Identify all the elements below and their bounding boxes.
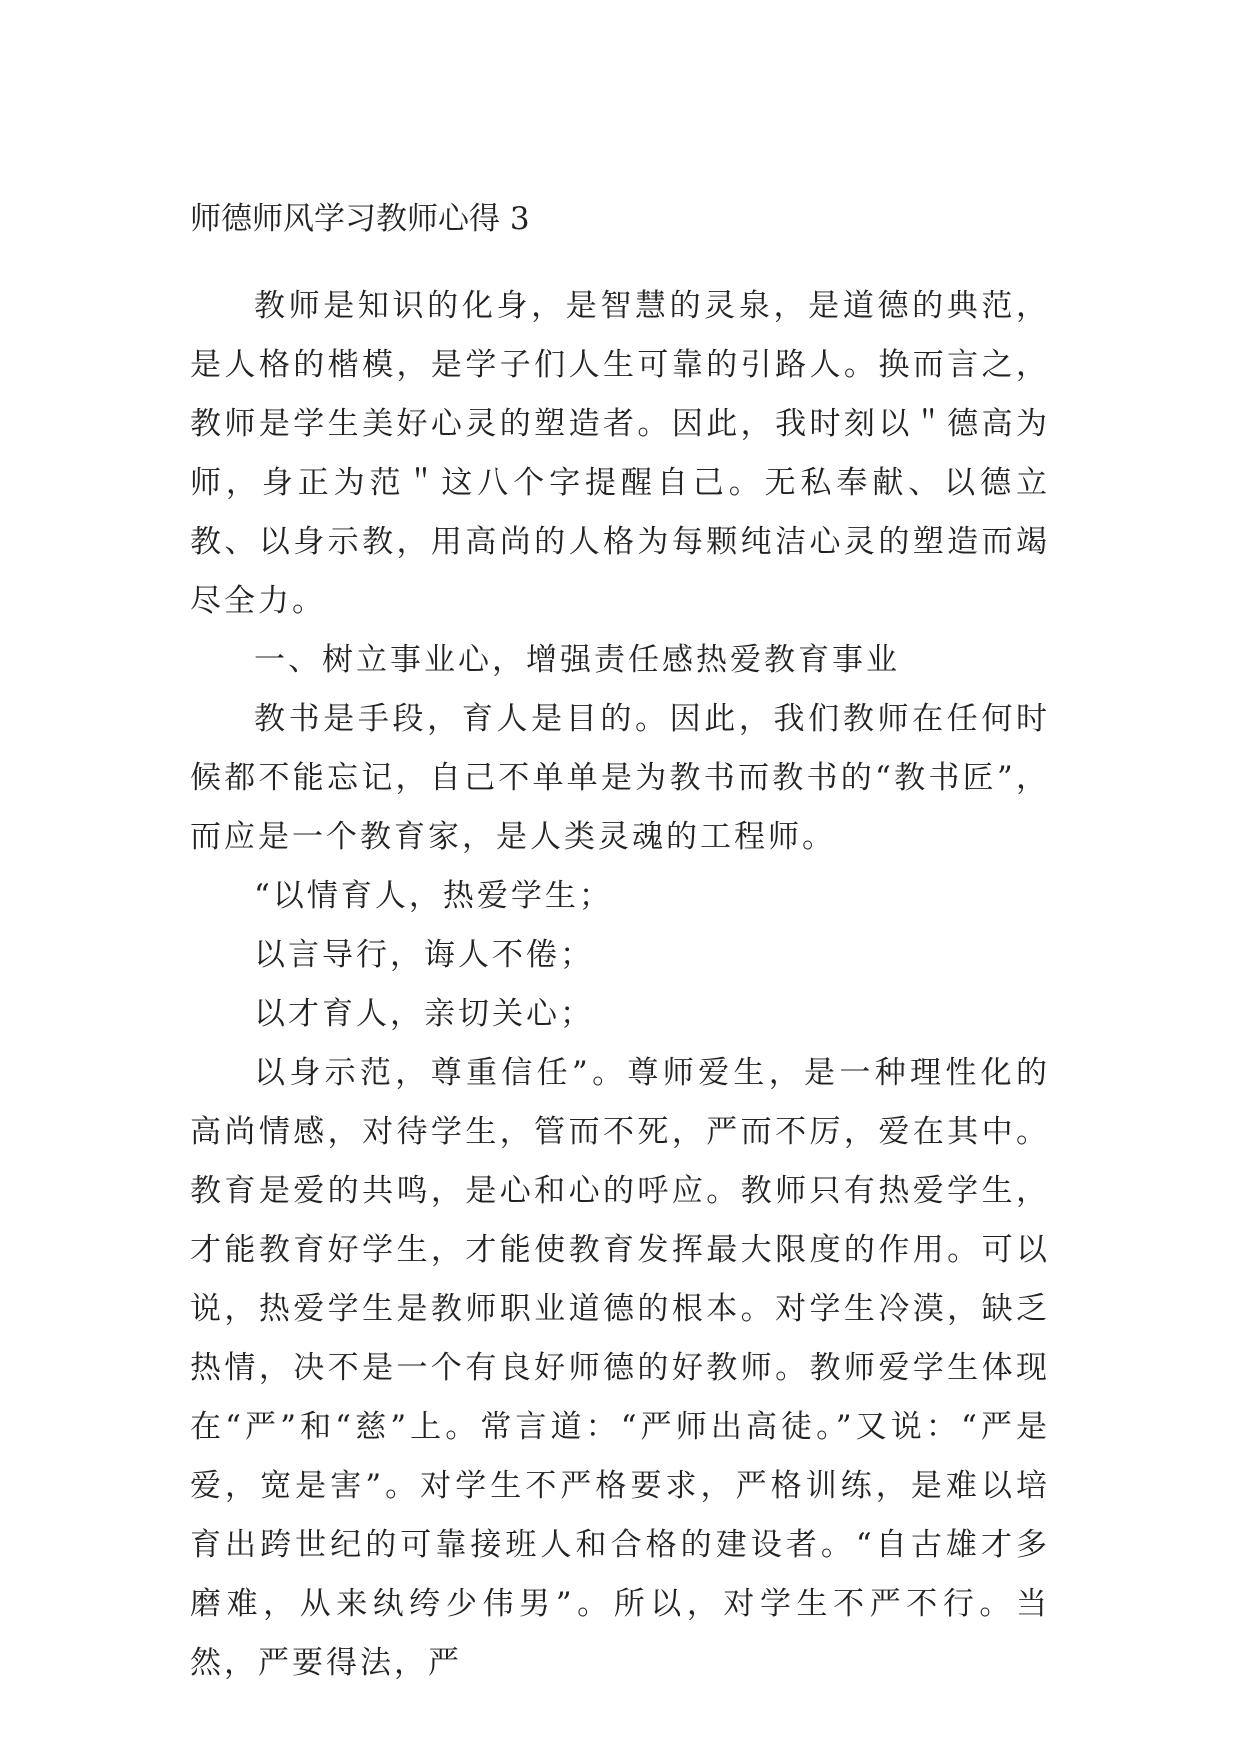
paragraph-intro: 教师是知识的化身，是智慧的灵泉，是道德的典范，是人格的楷模，是学子们人生可靠的引路人。换而言之，教师是学生美好心灵的塑造者。因此，我时刻以＂德高为师，身正为范＂这八个字提醒自己。无私奉献、以德立教、以身示教，用高尚的人格为每颗纯洁心灵的塑造而竭尽全力。 (190, 288, 1050, 619)
document-title: 师德师风学习教师心得 3 (190, 201, 530, 237)
document-body (190, 277, 1050, 1693)
quote-line-2: 以言导行，诲人不倦； (254, 937, 594, 973)
paragraph-love-students: 以身示范，尊重信任”。尊师爱生，是一种理性化的高尚情感，对待学生，管而不死，严而不厉，爱在其中。教育是爱的共鸣，是心和心的呼应。教师只有热爱学生，才能教育好学生，才能使教育发挥最大限度的作用。可以说，热爱学生是教师职业道德的根本。对学生冷漠，缺乏热情，决不是一个有良好师德的好教师。教师爱学生体现在“严”和“慈”上。常言道：“严师出高徒。”又说：“严是爱，宽是害”。对学生不严格要求，严格训练，是难以培育出跨世纪的可靠接班人和合格的建设者。“自古雄才多磨难，从来纨绔少伟男”。所以，对学生不严不行。当然，严要得法，严 (190, 1055, 1050, 1681)
quote-line-1: “以情育人，热爱学生； (254, 878, 613, 914)
section-heading: 一、树立事业心，增强责任感热爱教育事业 (254, 642, 900, 678)
quote-line-3: 以才育人，亲切关心； (254, 996, 594, 1032)
paragraph-teaching: 教书是手段，育人是目的。因此，我们教师在任何时候都不能忘记，自己不单单是为教书而教书的“教书匠”，而应是一个教育家，是人类灵魂的工程师。 (190, 701, 1050, 855)
